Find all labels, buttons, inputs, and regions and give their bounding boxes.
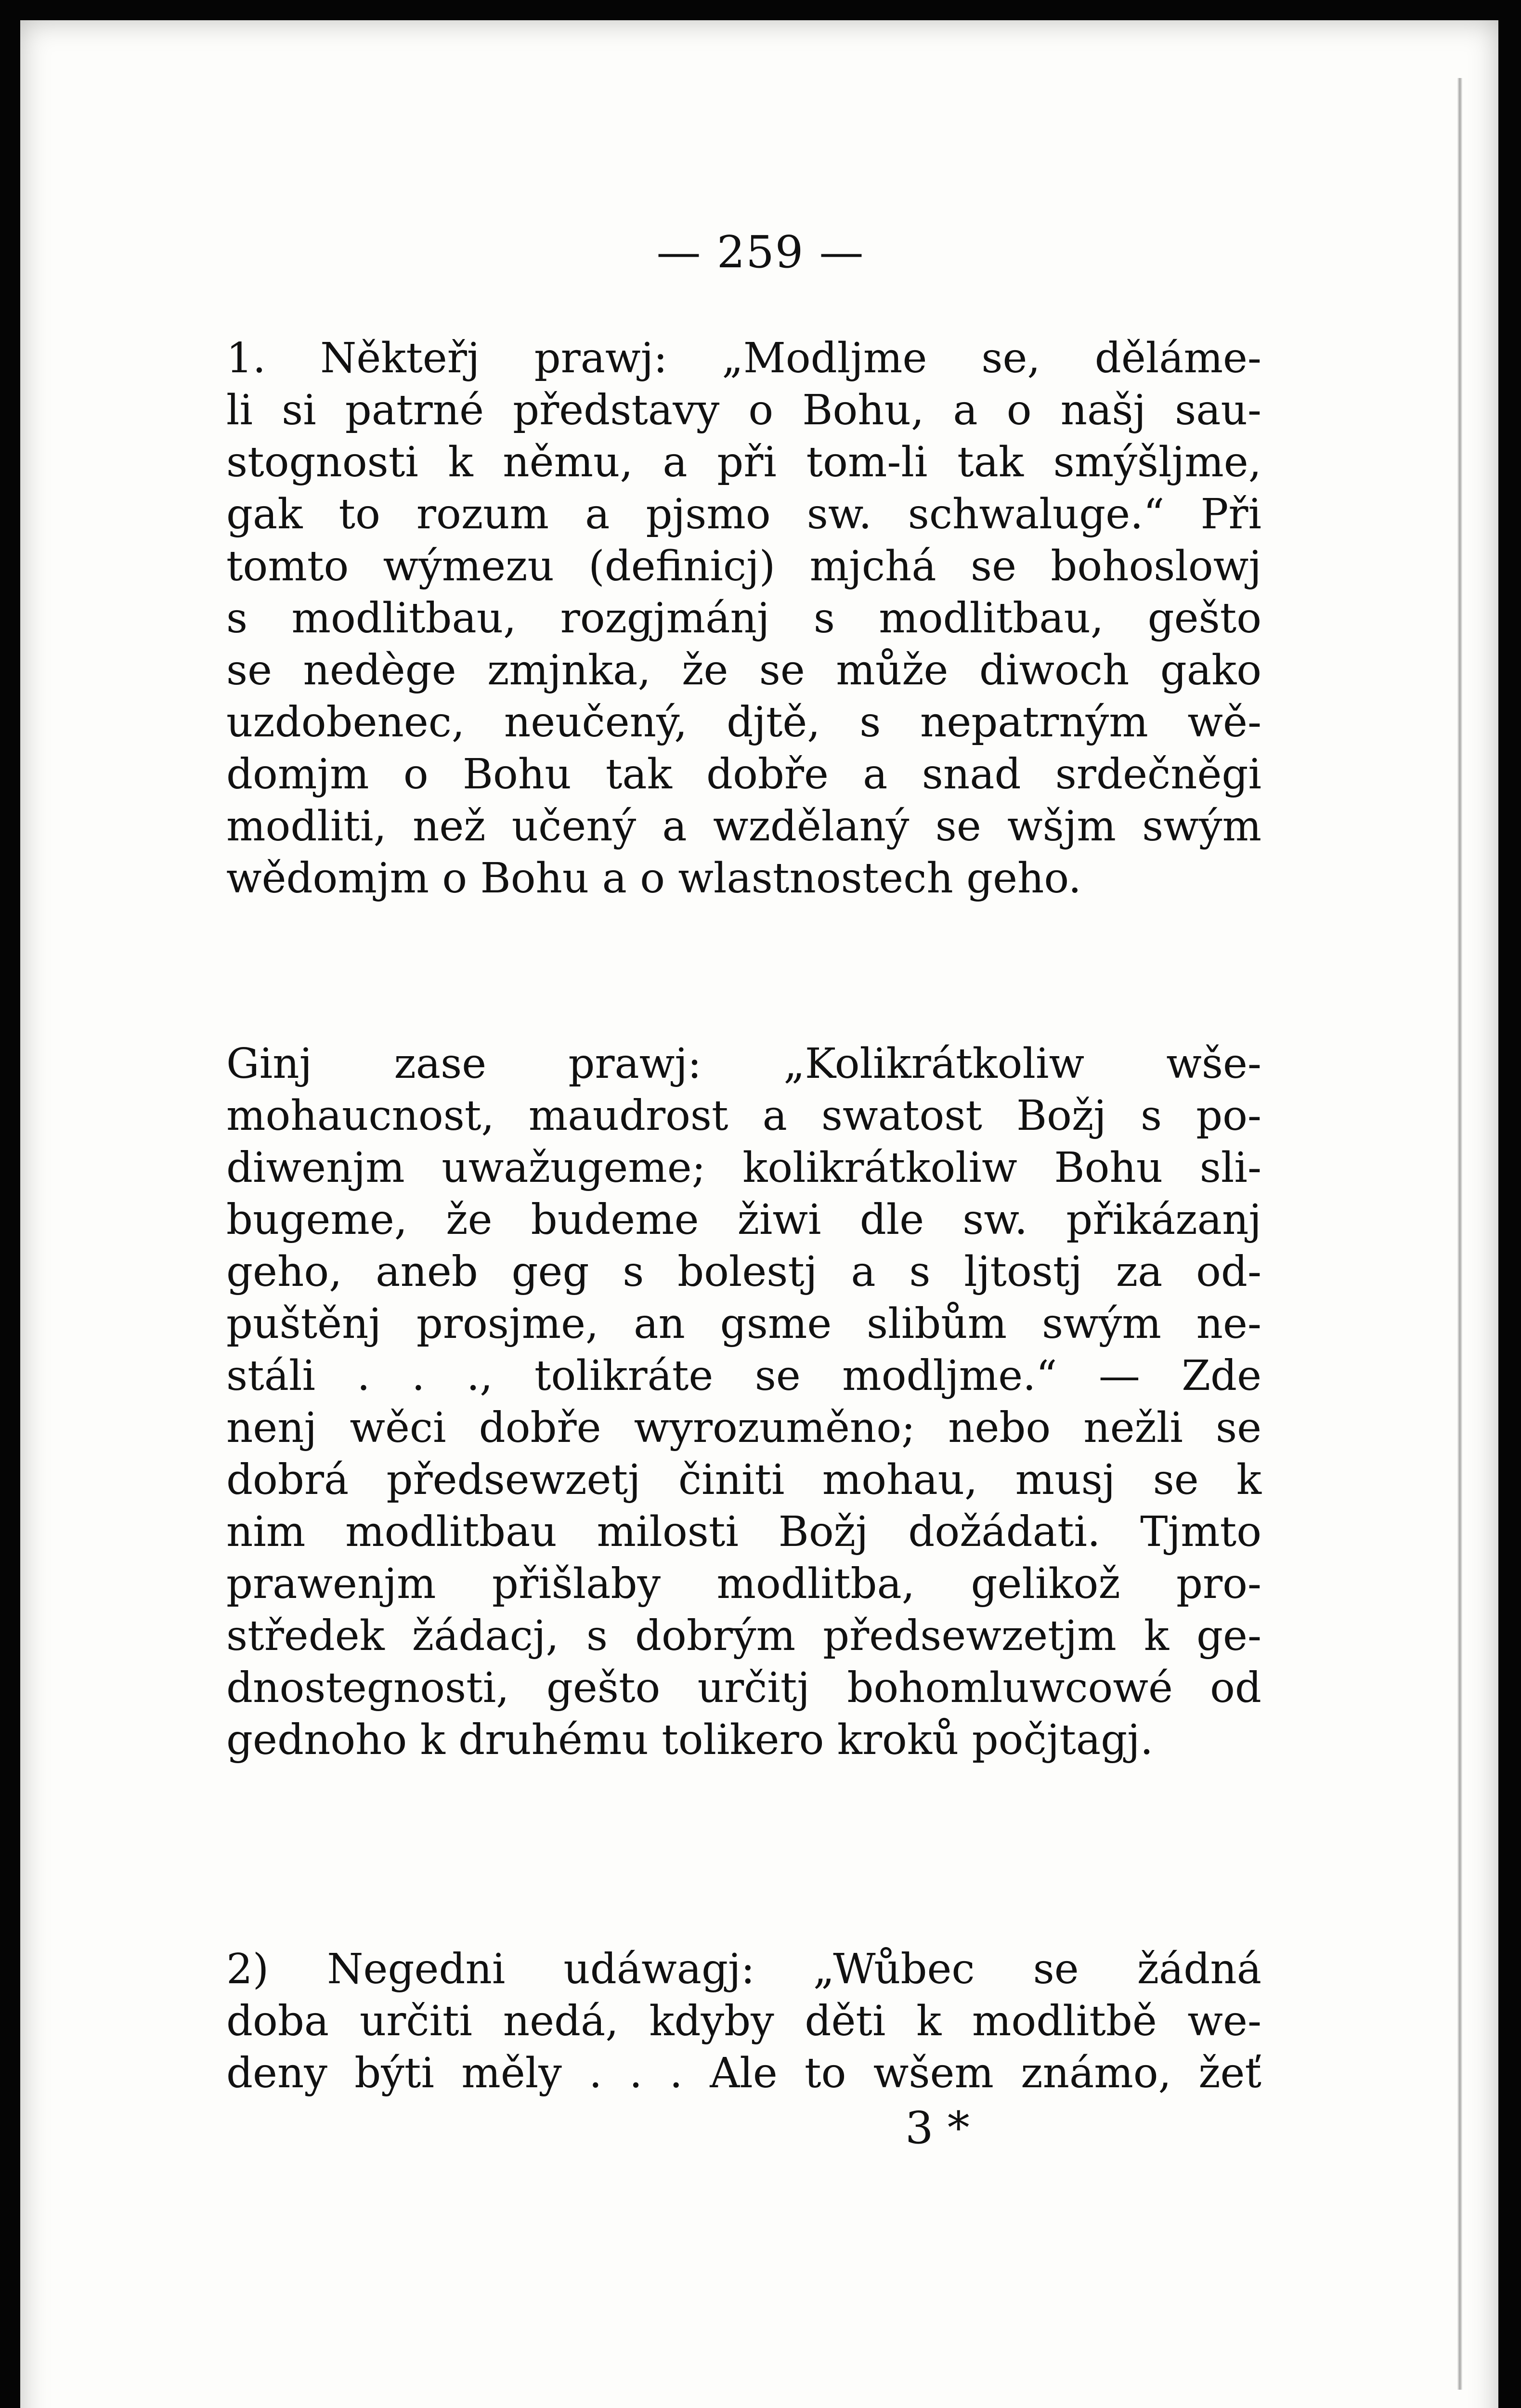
text-line: modliti, než učený a wzdělaný se wšjm swým xyxy=(226,802,1261,851)
text-line: stáli . . ., tolikráte se modljme.“ — Zde xyxy=(226,1352,1261,1400)
text-line: nenj wěci dobře wyrozuměno; nebo nežli se xyxy=(226,1404,1261,1452)
text-line: se nedège zmjnka, že se může diwoch gako xyxy=(226,646,1261,694)
paragraph-1 xyxy=(226,332,1261,904)
text-line: domjm o Bohu tak dobře a snad srdečněgi xyxy=(226,750,1261,798)
text-line: doba určiti nedá, kdyby děti k modlitbě we- xyxy=(226,1997,1261,2045)
paragraph-2 xyxy=(226,1038,1261,1766)
text-line: dobrá předsewzetj činiti mohau, musj se k xyxy=(226,1456,1261,1504)
signature-mark: 3 * xyxy=(905,2102,970,2154)
text-line: tomto wýmezu (definicj) mjchá se bohoslowj xyxy=(226,542,1261,590)
text-line: prawenjm přišlaby modlitba, gelikož pro- xyxy=(226,1560,1261,1608)
text-line: dnostegnosti, gešto určitj bohomluwcowé od xyxy=(226,1664,1261,1712)
text-line: s modlitbau, rozgjmánj s modlitbau, gešto xyxy=(226,594,1261,642)
text-line: uzdobenec, neučený, djtě, s nepatrným wě- xyxy=(226,698,1261,746)
text-line: středek žádacj, s dobrým předsewzetjm k ge- xyxy=(226,1612,1261,1660)
page-number: — 259 — xyxy=(656,226,865,278)
text-line: gednoho k druhému tolikero kroků počjtagj. xyxy=(226,1716,1154,1764)
text-line: Ginj zase prawj: „Kolikrátkoliw wše- xyxy=(226,1040,1261,1088)
text-line: geho, aneb geg s bolestj a s ljtostj za od- xyxy=(226,1248,1261,1296)
paragraph-3 xyxy=(226,1943,1261,2099)
text-line: 1. Někteřj prawj: „Modljme se, děláme- xyxy=(226,334,1261,382)
text-line: bugeme, že budeme žiwi dle sw. přikázanj xyxy=(226,1196,1261,1244)
text-line: stognosti k němu, a při tom-li tak smýšljme, xyxy=(226,438,1261,486)
text-line: nim modlitbau milosti Božj dožádati. Tjmto xyxy=(226,1508,1261,1556)
text-line: 2) Negedni udáwagj: „Wůbec se žádná xyxy=(226,1945,1261,1993)
text-line: gak to rozum a pjsmo sw. schwaluge.“ Při xyxy=(226,490,1261,538)
text-line: puštěnj prosjme, an gsme slibům swým ne- xyxy=(226,1300,1261,1348)
text-line: li si patrné představy o Bohu, a o našj sau- xyxy=(226,386,1261,434)
text-line: deny býti měly . . . Ale to wšem známo, žeť xyxy=(226,2049,1261,2097)
page-edge-shadow xyxy=(1457,78,1462,2390)
text-line: diwenjm uwažugeme; kolikrátkoliw Bohu sli- xyxy=(226,1144,1261,1192)
text-line: wědomjm o Bohu a o wlastnostech geho. xyxy=(226,854,1082,903)
text-line: mohaucnost, maudrost a swatost Božj s po- xyxy=(226,1092,1261,1140)
